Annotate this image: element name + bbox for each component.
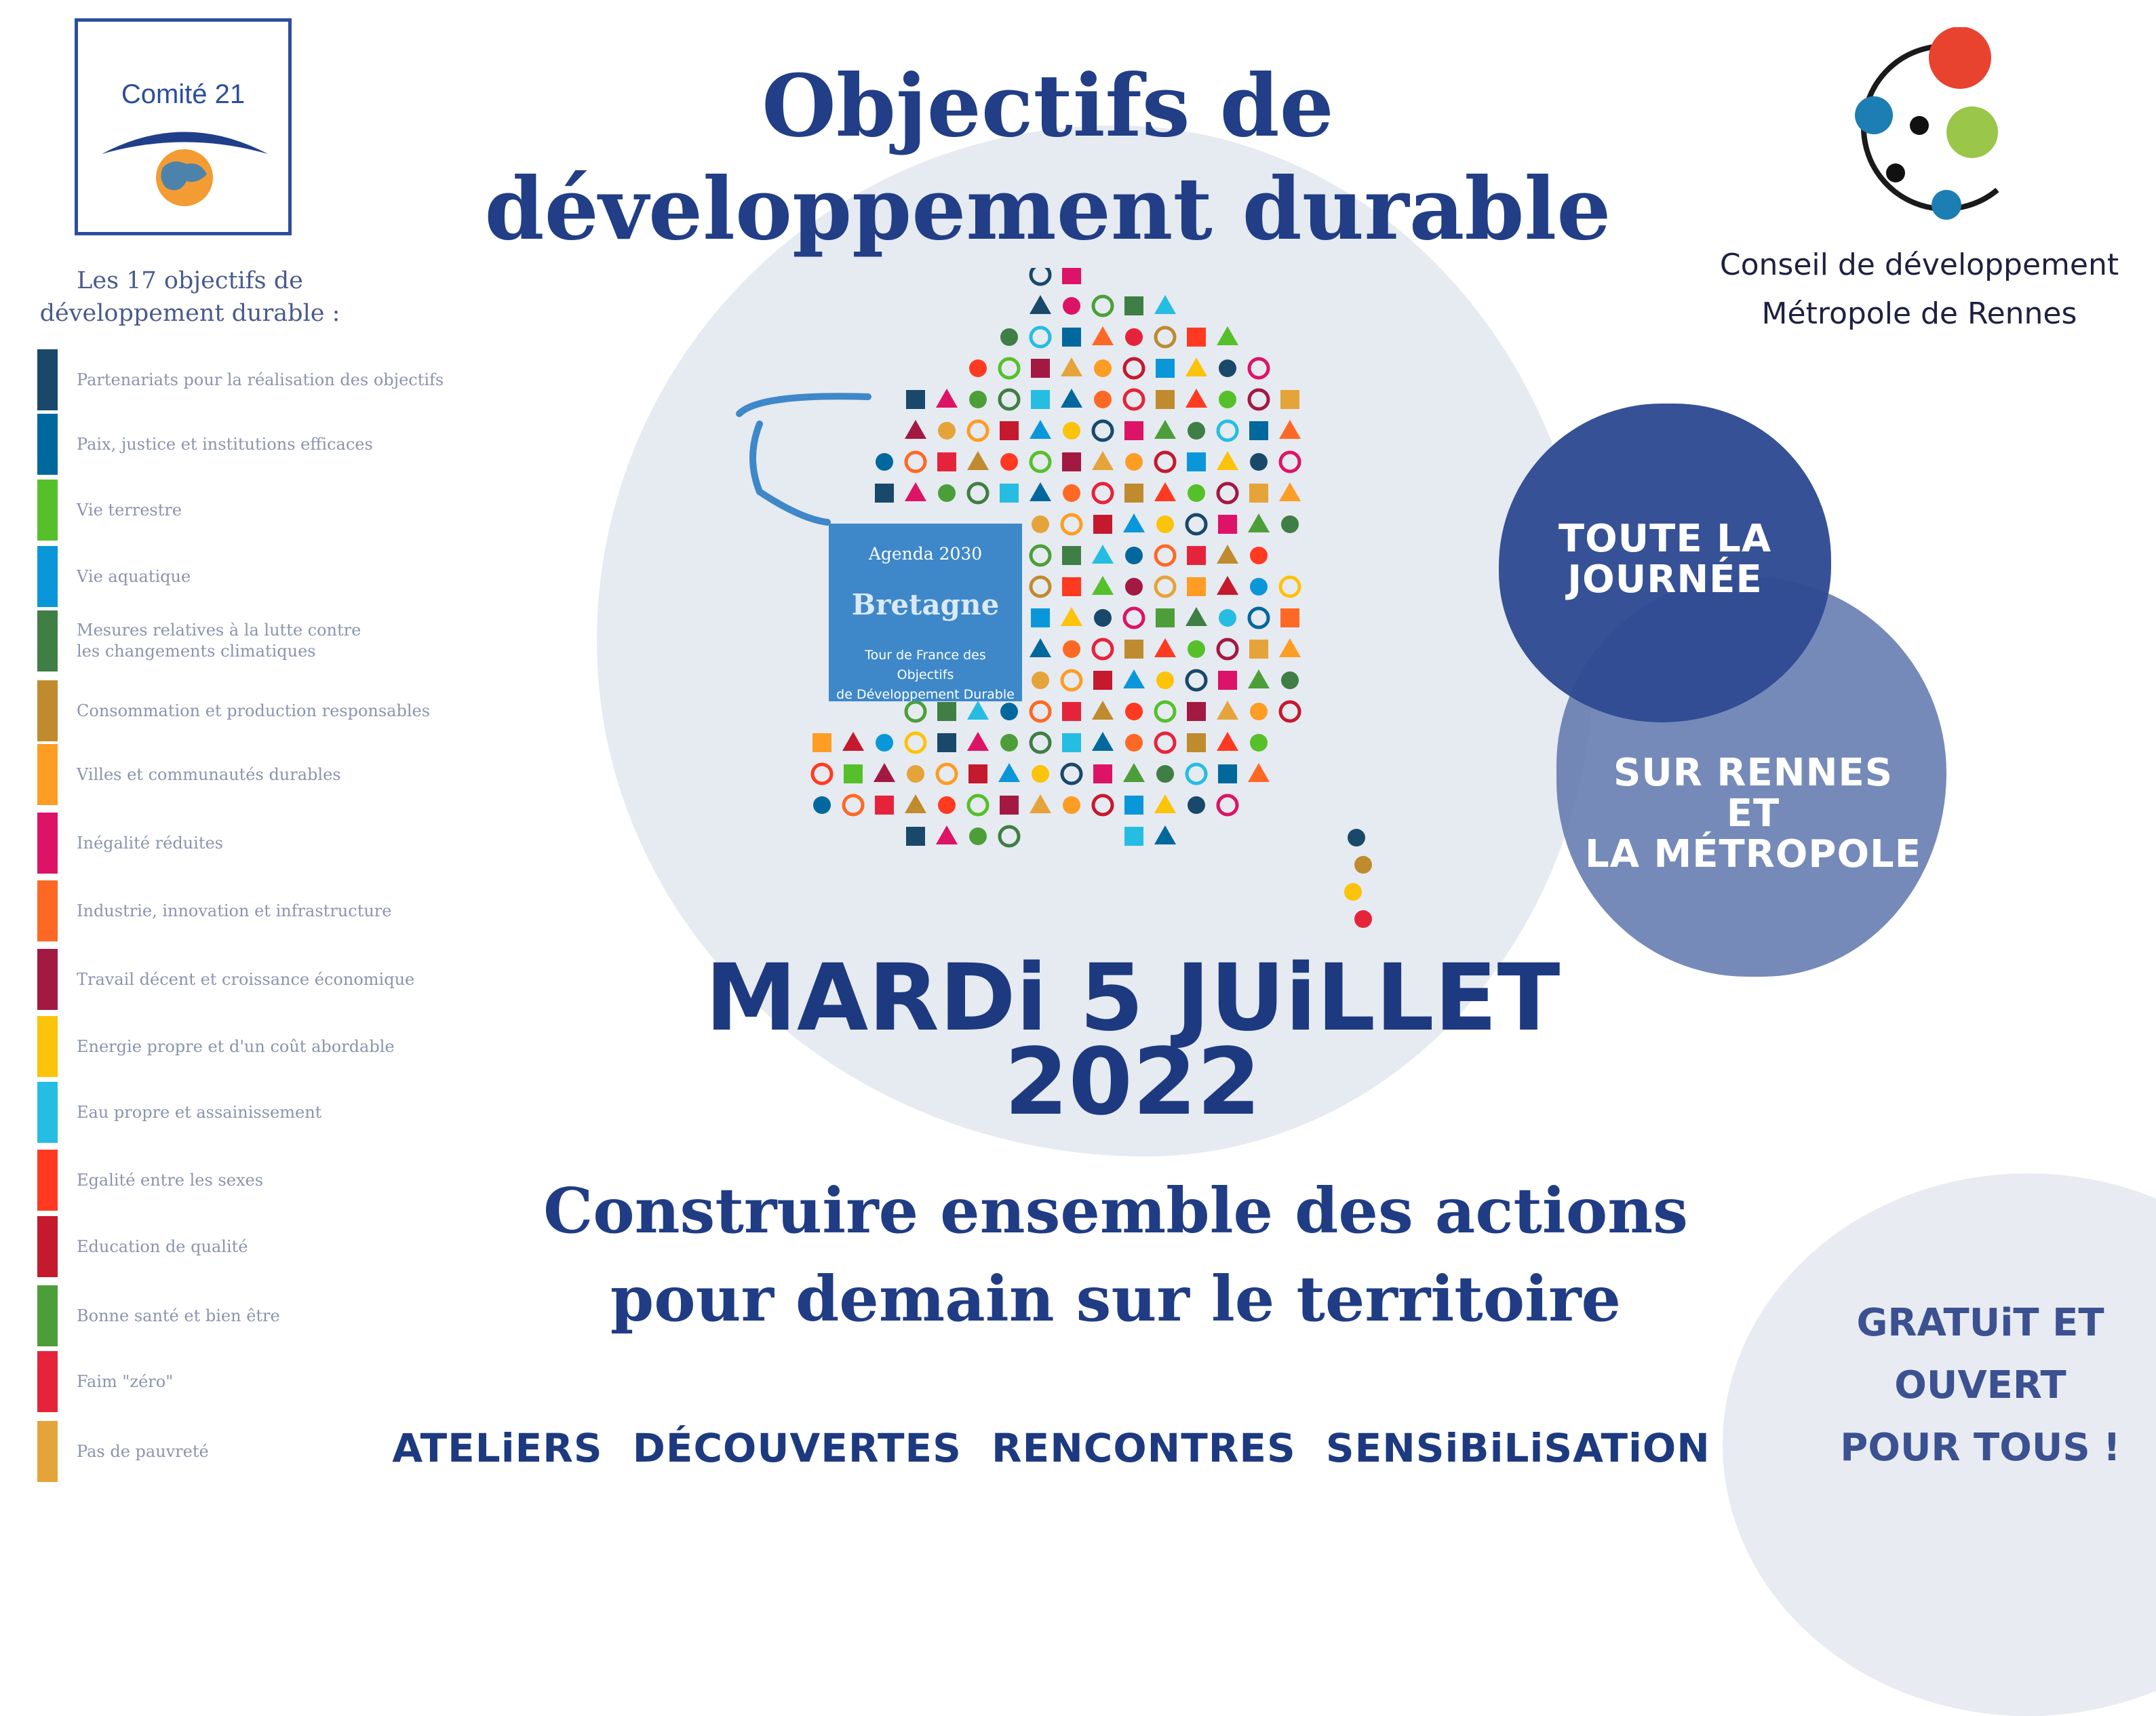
conseil-logo-icon [1824,27,2028,231]
sdg-tile-icon [812,764,831,783]
sdg-tile-icon [1125,547,1143,564]
sdg-tile-icon [1344,883,1362,901]
sdg-label: Mesures relatives à la lutte contre les changements climatiques [77,621,361,661]
sdg-tile-icon [1124,296,1143,315]
sdg-tile-icon [813,796,831,814]
sdg-tile-icon [1187,328,1206,347]
sdg-tile-icon [1124,484,1143,503]
sdg-tile-icon [1217,732,1238,751]
sdg-tile-icon [1354,910,1372,928]
sdg-tile-icon [968,421,987,440]
sdg-tile-icon [1187,764,1206,783]
sdg-color-bar [37,949,58,1010]
sdg-tile-icon [1030,794,1051,813]
sdg-tile-icon [876,734,893,752]
sdg-tile-icon [1063,484,1080,502]
sdg-tile-icon [1000,484,1019,503]
sdg-color-bar [37,813,58,874]
sdg-tile-icon [1124,608,1143,627]
sdg-color-bar [37,546,58,607]
sdg-tile-icon [1125,328,1143,346]
sdg-tile-icon [1030,638,1051,657]
sdg-label: Consommation et production responsables [77,701,431,720]
sdg-tile-icon [938,484,956,502]
sdg-tile-icon [1093,671,1112,690]
sdg-tile-icon [1093,515,1112,534]
sdg-tile-icon [937,702,956,721]
sdg-tile-icon [1092,732,1114,751]
conseil-line2: Métropole de Rennes [1761,296,2077,331]
sdg-tile-icon [906,390,925,409]
sdg-label: Eau propre et assainissement [77,1102,322,1122]
sdg-tile-icon [1092,326,1114,345]
sdg-tile-icon [1249,608,1268,627]
title-line2: développement durable [484,159,1611,259]
sdg-label: Travail décent et croissance économique [77,969,415,989]
sdg-tile-icon [1154,482,1176,501]
sdg-tile-icon [1156,390,1175,409]
sdg-tile-icon [1063,297,1080,315]
sdg-tile-icon [1063,640,1080,658]
sdg-list-item [37,1016,526,1080]
sdg-tile-icon [905,794,926,813]
activity-ateliers: ATELiERS [392,1425,603,1471]
sdg-tile-icon [1279,420,1301,439]
sdg-tile-icon [1032,671,1049,689]
sdg-label: Partenariats pour la réalisation des objectifs [77,370,444,389]
sdg-tile-icon [1000,703,1018,720]
sdg-tile-icon [1062,577,1081,596]
activity-sensibilisation: SENSiBiLiSATiON [1325,1425,1710,1471]
sdg-list-item [37,680,526,744]
sdg-tile-icon [1156,702,1175,721]
activity-rencontres: RENCONTRES [991,1425,1296,1471]
sdg-tile-icon [1000,734,1018,752]
sdg-tile-icon [1219,391,1236,408]
sdg-tile-icon [906,733,925,752]
sdg-tile-icon [1280,702,1299,721]
sdg-tile-icon [1279,482,1301,501]
sdg-tile-icon [1249,390,1268,409]
sdg-color-bar [37,480,58,541]
sdg-tile-icon [1154,638,1176,657]
circle-location-text [1580,753,1926,875]
sdg-tile-icon [874,763,895,782]
sdg-tile-icon [1031,268,1050,284]
sdg-tile-icon [1031,328,1050,347]
sdg-tile-icon [907,765,924,783]
sdg-tile-icon [1280,608,1299,627]
sdg-tile-icon [1061,607,1082,626]
sdg-tile-icon [1092,701,1114,720]
free-line2: OUVERT [1894,1363,2066,1407]
sdg-tile-icon [1248,669,1270,688]
sdg-tile-icon [1124,827,1143,846]
sdg-color-bar [37,680,58,741]
sdg-tile-icon [1249,640,1268,659]
sdg-list-item [37,1351,526,1415]
sdg-tile-icon [1031,359,1050,378]
sdg-tile-icon [1156,733,1175,752]
sdg-tile-icon [1279,638,1301,657]
circle-time-text [1526,519,1804,600]
sdg-tile-icon [1094,609,1112,627]
sdg-list-heading [20,265,359,330]
agenda-label: Agenda 2030 [868,544,983,564]
sdg-tile-icon [1217,326,1238,345]
bretagne-panel [829,524,1022,701]
sdg-color-bar [37,610,58,671]
sdg-tile-icon [1062,328,1081,347]
sdg-tile-icon [968,796,987,815]
sdg-tile-icon [1185,389,1207,408]
sdg-tile-icon [998,763,1020,782]
sdg-tile-icon [1032,765,1049,783]
sdg-tile-icon [1030,420,1051,439]
sdg-label: Education de qualité [77,1236,248,1256]
sdg-tile-icon [936,389,958,408]
subtitle-line1: Construire ensemble des actions [543,1174,1688,1247]
sdg-tile-icon [1125,703,1143,720]
sdg-list-item [37,744,526,808]
sdg-tile-icon [967,732,989,751]
page-title [461,54,1634,260]
activity-decouvertes: DÉCOUVERTES [632,1425,962,1471]
subtitle [461,1167,1770,1343]
sdg-tile-icon [1156,765,1174,783]
sdg-tile-icon [844,764,863,783]
sdg-label: Energie propre et d'un coût abordable [77,1036,395,1056]
sdg-heading-line2: développement durable : [39,300,340,327]
sdg-tile-icon [1123,669,1145,688]
sdg-tile-icon [1092,545,1114,564]
sdg-color-bar [37,1285,58,1346]
sdg-tile-icon [1280,452,1299,471]
sdg-tile-icon [1250,453,1268,471]
sdg-tile-icon [1281,671,1299,689]
sdg-tile-icon [1249,359,1268,378]
sdg-tile-icon [1185,357,1207,376]
sdg-tile-icon [1031,577,1050,596]
sdg-label: Vie aquatique [77,566,191,586]
sdg-tile-icon [936,825,958,844]
conseil-logo-text [1675,241,2156,338]
free-notice [1804,1292,2156,1479]
sdg-tile-icon [1062,452,1081,471]
sdg-tile-icon [1094,391,1112,408]
sdg-tile-icon [937,452,956,471]
sdg-tile-icon [1156,328,1175,347]
sdg-tile-icon [1124,359,1143,378]
sdg-tile-icon [1249,421,1268,440]
sdg-tile-icon [1124,796,1143,815]
sdg-tile-icon [938,796,956,814]
map-coast-curve [753,424,827,522]
sdg-color-bar [37,1216,58,1277]
tour-label [836,646,1015,705]
sdg-list-item [37,1285,526,1349]
sdg-tile-icon [1218,671,1237,690]
sdg-tile-icon [1248,763,1270,782]
sdg-tile-icon [1217,576,1238,595]
sdg-tile-icon [1123,763,1145,782]
sdg-tile-icon [1062,546,1081,565]
sdg-tile-icon [906,827,925,846]
sdg-label: Pas de pauvreté [77,1441,209,1461]
sdg-tile-icon [1250,703,1268,720]
sdg-tile-icon [1156,546,1175,565]
sdg-tile-icon [1000,421,1019,440]
circle-location-line2: LA MÉTROPOLE [1584,832,1921,876]
sdg-tile-icon [967,451,989,470]
sdg-tile-icon [1154,420,1176,439]
sdg-tile-icon [1280,577,1299,596]
sdg-tile-icon [906,702,925,721]
sdg-tile-icon [1031,608,1050,627]
sdg-tile-icon [1092,451,1114,470]
sdg-tile-icon [1031,452,1050,471]
sdg-tile-icon [1218,764,1237,783]
sdg-tile-icon [1218,796,1237,815]
sdg-tile-icon [1154,825,1176,844]
sdg-tile-icon [812,733,831,752]
sdg-list-item [37,813,526,876]
sdg-tile-icon [1063,796,1080,814]
sdg-tile-icon [1250,578,1268,596]
sdg-color-bar [37,1421,58,1482]
sdg-tile-icon [1031,546,1050,565]
sdg-tile-icon [1062,702,1081,721]
sdg-tile-icon [1219,359,1236,377]
sdg-tile-icon [1062,733,1081,752]
sdg-tile-icon [1093,764,1112,783]
free-line3: POUR TOUS ! [1840,1426,2121,1470]
sdg-list-item [37,880,526,944]
sdg-tile-icon [842,732,864,751]
sdg-tile-icon [1187,733,1206,752]
sdg-list-item [37,949,526,1013]
sdg-tile-icon [1187,515,1206,534]
sdg-label: Bonne santé et bien être [77,1306,280,1325]
sdg-tile-icon [1187,546,1206,565]
sdg-color-bar [37,1150,58,1211]
sdg-heading-line1: Les 17 objectifs de [77,267,303,294]
sdg-label: Inégalité réduites [77,833,223,853]
sdg-tile-icon [1062,764,1081,783]
sdg-tile-icon [1031,702,1050,721]
map-coast-line [739,396,868,414]
sdg-tile-icon [1281,515,1299,533]
sdg-tile-icon [969,391,987,408]
sdg-tile-icon [1000,359,1019,378]
sdg-tile-icon [1061,357,1082,376]
sdg-tile-icon [1156,671,1174,689]
sdg-tile-icon [1000,827,1019,846]
sdg-label: Faim "zéro" [77,1371,174,1391]
sdg-tile-icon [1187,671,1206,690]
sdg-tile-icon [1248,513,1270,532]
comite21-logo [75,18,292,235]
sdg-tile-icon [875,484,894,503]
sdg-tile-icon [1030,295,1051,314]
sdg-label: Industrie, innovation et infrastructure [77,901,392,920]
sdg-tile-icon [1187,452,1206,471]
sdg-tile-icon [1124,421,1143,440]
sdg-list-item [37,610,526,674]
sdg-tile-icon [1093,421,1112,440]
tour-line2: de Développement Durable [836,687,1015,702]
sdg-tile-icon [1250,547,1268,564]
sdg-tile-icon [1124,640,1143,659]
sdg-list-item [37,546,526,610]
sdg-tile-icon [1156,515,1174,533]
sdg-label: Paix, justice et institutions efficaces [77,434,373,454]
sdg-color-bar [37,1351,58,1412]
sdg-tile-icon [1156,577,1175,596]
sdg-tile-icon [1348,829,1365,846]
sdg-tile-icon [1000,328,1018,346]
sdg-tile-icon [1156,452,1175,471]
sdg-tile-icon [844,796,863,815]
sdg-color-bar [37,744,58,805]
sdg-tile-icon [1218,640,1237,659]
sdg-tile-icon [1000,390,1019,409]
sdg-tile-icon [1188,422,1205,440]
sdg-tile-icon [1000,453,1018,471]
sdg-tile-icon [876,453,893,471]
sdg-tile-icon [937,733,956,752]
tour-line1: Tour de France des Objectifs [865,648,986,682]
sdg-list-item [37,349,526,413]
sdg-tile-icon [1062,268,1081,284]
sdg-tile-icon [1030,482,1051,501]
circle-time-line1: TOUTE LA [1558,517,1772,561]
sdg-tile-icon [1123,513,1145,532]
sdg-tile-icon [1187,702,1206,721]
circle-location-line1: SUR RENNES ET [1613,751,1894,836]
title-line1: Objectifs de [762,56,1334,156]
sdg-tile-icon [1000,796,1019,815]
sdg-list-item [37,414,526,477]
circle-time-line2: JOURNÉE [1567,558,1763,602]
sdg-tile-icon [969,359,987,377]
activities-bar [392,1418,1710,1479]
sdg-tile-icon [1217,545,1238,564]
sdg-tile-icon [1093,796,1112,815]
sdg-tile-icon [1062,515,1081,534]
sdg-tile-icon [1217,701,1238,720]
sdg-tile-icon [1217,451,1238,470]
sdg-tile-icon [1354,856,1372,874]
sdg-tile-icon [1061,389,1082,408]
sdg-tile-icon [1156,359,1175,378]
sdg-tile-icon [905,482,926,501]
sdg-tile-icon [1280,390,1299,409]
sdg-color-bar [37,1016,58,1077]
sdg-tile-icon [905,420,926,439]
sdg-tile-icon [1063,422,1080,440]
sdg-list-item [37,480,526,543]
sdg-tile-icon [1188,796,1205,814]
sdg-tile-icon [1154,794,1176,813]
sdg-tile-icon [1154,295,1176,314]
date-line2: 2022 [1004,1029,1261,1136]
region-label: Bretagne [851,588,1000,621]
sdg-tile-icon [1093,640,1112,659]
event-date [556,945,1709,1136]
sdg-tile-icon [938,422,956,440]
sdg-tile-icon [968,484,987,503]
sdg-list-item [37,1082,526,1146]
sdg-tile-icon [1187,577,1206,596]
sdg-label: Villes et communautés durables [77,764,341,784]
subtitle-line2: pour demain sur le territoire [610,1262,1622,1335]
sdg-tile-icon [968,764,987,783]
sdg-tile-icon [1031,390,1050,409]
sdg-tile-icon [906,452,925,471]
sdg-list-item [37,1150,526,1213]
sdg-tile-icon [1125,578,1143,596]
sdg-tile-icon [1185,607,1207,626]
sdg-tile-icon [1156,608,1175,627]
sdg-color-bar [37,1082,58,1143]
sdg-tile-icon [1188,640,1205,658]
sdg-tile-icon [1219,609,1236,627]
sdg-color-bar [37,880,58,941]
sdg-color-bar [37,414,58,475]
sdg-tile-icon [1094,359,1112,377]
sdg-label: Egalité entre les sexes [77,1170,264,1190]
comite21-logo-text: Comité 21 [121,79,246,109]
sdg-tile-icon [969,827,987,845]
sdg-tile-icon [1249,484,1268,503]
sdg-tile-icon [1218,484,1237,503]
sdg-tile-icon [1092,576,1114,595]
date-line1: MARDi 5 JUiLLET [705,945,1561,1052]
sdg-tile-icon [1250,734,1268,752]
sdg-tile-icon [1218,421,1237,440]
sdg-tile-icon [1093,484,1112,503]
sdg-list-item [37,1216,526,1280]
sdg-color-bar [37,349,58,410]
sdg-tile-icon [1031,733,1050,752]
conseil-line1: Conseil de développement [1719,248,2119,282]
sdg-tile-icon [875,796,894,815]
sdg-tile-icon [1125,734,1143,752]
sdg-label: Vie terrestre [77,500,182,520]
sdg-tile-icon [1032,515,1049,533]
sdg-tile-icon [1062,671,1081,690]
globe-icon [98,117,271,212]
sdg-tile-icon [1125,453,1143,471]
sdg-tile-icon [1124,390,1143,409]
sdg-tile-icon [1218,515,1237,534]
sdg-tile-icon [937,764,956,783]
sdg-tile-icon [1188,484,1205,502]
sdg-tile-icon [1093,296,1112,315]
free-line1: GRATUiT ET [1856,1301,2104,1345]
